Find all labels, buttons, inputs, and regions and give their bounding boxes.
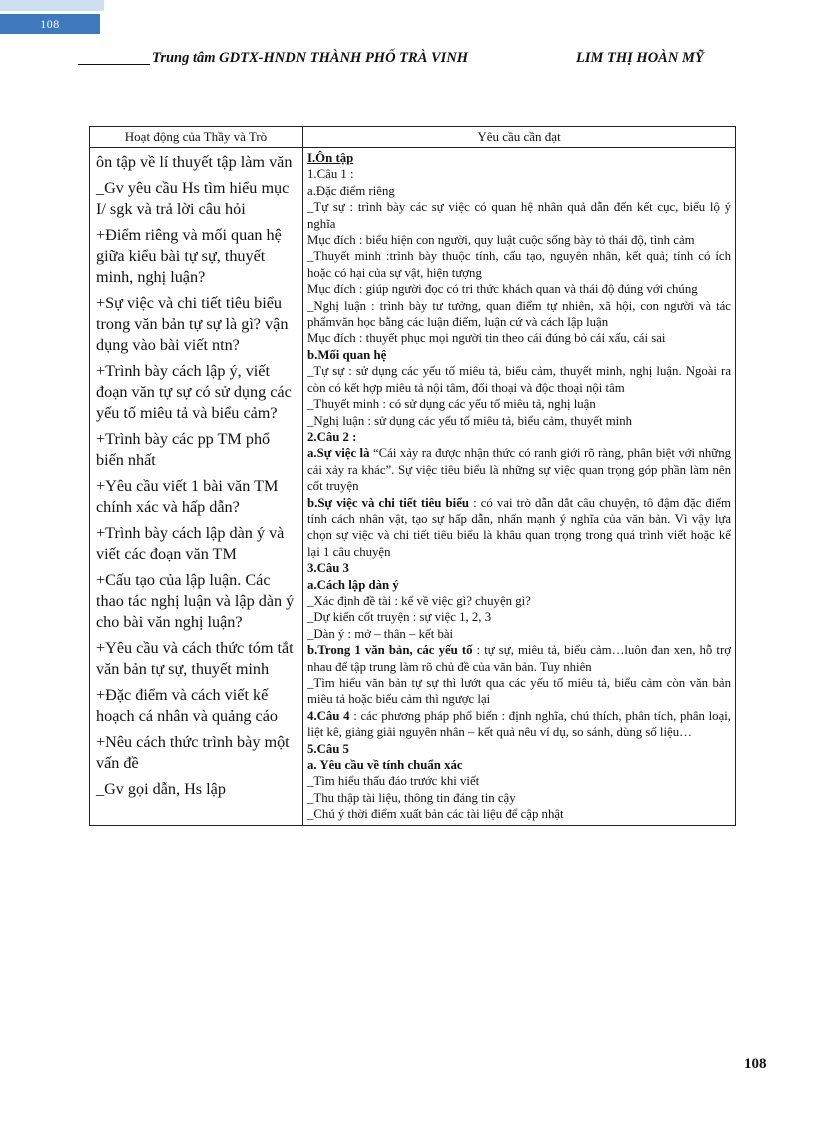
inline-text: “Cái xảy ra được nhận thức có ranh giới rõ ràng, phân biệt với những cái xảy ra khác”. Sự việc tiêu biểu là những sự việc quan trọng góp phần làm nên cốt truyện <box>307 446 731 494</box>
inline-text: : tự sự, miêu tả, biểu cảm…luôn đan xen, hỗ trợ nhau để tập trung làm rõ chủ đề của văn bản. Tuy nhiên <box>307 643 731 674</box>
section-heading: I.Ôn tập <box>307 151 354 165</box>
inline-text: : các phương pháp phổ biến : định nghĩa, chú thích, phân tích, phân loại, liệt kê, giảng giải nguyên nhân – kết quả nêu ví dụ, so sánh, dùng số liệu… <box>307 708 732 740</box>
top-badge-strip <box>0 0 104 11</box>
left-item: +Trình bày cách lập ý, viết đoạn văn tự sự có sử dụng các yếu tố miêu tả và biểu cảm? <box>96 362 292 422</box>
col-right-header: Yêu cầu cần đạt <box>303 127 736 148</box>
requirement-line: _Chú ý thời điểm xuất bản các tài liệu để cập nhật <box>307 807 564 822</box>
page-badge: 108 <box>0 14 100 34</box>
subheading: 3.Câu 3 <box>307 561 349 576</box>
left-item: _Gv yêu cầu Hs tìm hiểu mục I/ sgk và trả lời câu hỏi <box>96 179 290 218</box>
subheading: 5.Câu 5 <box>307 741 349 756</box>
requirement-line: _Tìm hiểu thấu đáo trước khi viết <box>307 774 480 789</box>
left-item: ôn tập về lí thuyết tập làm văn <box>96 153 293 171</box>
requirement-line <box>307 495 731 561</box>
requirement-line: Mục đích : biểu hiện con người, quy luật cuộc sống bày tỏ thái độ, tình cảm <box>307 233 695 248</box>
subheading: b.Mối quan hệ <box>307 347 387 362</box>
page-number: 108 <box>744 1056 767 1072</box>
left-item: +Yêu cầu và cách thức tóm tắt văn bản tự sự, thuyết minh <box>96 639 294 678</box>
requirement-line: _Nghị luận : trình bày tư tưởng, quan điểm tự nhiên, xã hội, con người và tác phẩmvăn học bằng các luận điểm, luận cứ và cách lập luận <box>307 298 731 330</box>
requirement-line: _Dàn ý : mở – thân – kết bài <box>307 626 454 641</box>
header-center-text: Trung tâm GDTX-HNDN THÀNH PHỐ TRÀ VINH <box>152 50 469 66</box>
inline-bold: b.Sự việc và chi tiết tiêu biểu <box>307 495 469 510</box>
subheading: a.Cách lập dàn ý <box>307 577 399 592</box>
requirement-line: _Thuyết minh : có sử dụng các yếu tố miêu tả, nghị luận <box>307 397 596 412</box>
header-author: LIM THỊ HOÀN MỸ <box>576 50 704 66</box>
requirements-cell <box>303 148 736 826</box>
requirement-line <box>307 642 731 675</box>
table-header-row <box>90 127 736 148</box>
left-item: +Trình bày cách lập dàn ý và viết các đoạn văn TM <box>96 524 285 563</box>
requirement-line <box>307 708 731 741</box>
requirement-line: _Thu thập tài liệu, thông tin đáng tin cậy <box>307 790 516 805</box>
left-item: +Yêu cầu viết 1 bài văn TM chính xác và hấp dẫn? <box>96 477 279 516</box>
subheading: a. Yêu cầu về tính chuẩn xác <box>307 758 463 773</box>
left-item: +Trình bày các pp TM phổ biến nhất <box>96 430 271 469</box>
activities-cell <box>90 148 303 826</box>
page-header <box>78 50 728 72</box>
lesson-table <box>89 126 736 826</box>
requirement-line: Mục đích : giúp người đọc có tri thức khách quan và thái độ đúng với chúng <box>307 282 698 297</box>
table-body-row <box>90 148 736 826</box>
inline-bold: a.Sự việc là <box>307 446 370 461</box>
left-item: +Sự việc và chi tiết tiêu biểu trong văn bản tự sự là gì? vận dụng vào bài viết ntn? <box>96 294 289 354</box>
left-item: +Đặc điểm và cách viết kế hoạch cá nhân và quảng cáo <box>96 686 279 725</box>
requirement-line: _Tự sự : trình bày các sự việc có quan hệ nhân quả dẫn đến kết cục, biểu lộ ý nghĩa <box>307 200 731 231</box>
requirement-line: _Dự kiến cốt truyện : sự việc 1, 2, 3 <box>307 610 492 625</box>
requirement-line: _Nghị luận : sử dụng các yếu tố miêu tả, biểu cảm, thuyết minh <box>307 413 633 428</box>
left-item: +Nêu cách thức trình bày một vấn đề <box>96 733 290 772</box>
inline-text: : có vai trò dẫn dắt câu chuyện, tô đậm đặc điểm tính cách nhân vật, tạo sự hấp dẫn, nhấn mạnh ý nghĩa của văn bản. Vì vậy lựa chọn sự việc và chi tiết tiêu biểu là khâu quan trọng trong quá trình viết hoặc kể lại 1 câu chuyện <box>307 495 731 559</box>
requirement-line: a.Đặc điểm riêng <box>307 183 395 198</box>
left-item: +Điểm riêng và mối quan hệ giữa kiểu bài tự sự, thuyết minh, nghị luận? <box>96 226 282 286</box>
requirement-line: 1.Câu 1 : <box>307 167 354 182</box>
requirement-line: _Tìm hiểu văn bản tự sự thì lướt qua các yếu tố miêu tả, biểu cảm còn văn bản miêu tả hoặc biểu cảm thì ngược lại <box>307 676 731 707</box>
requirement-line: _Xác định đề tài : kể về việc gì? chuyện gì? <box>307 593 531 608</box>
header-rule <box>78 64 150 65</box>
requirement-line <box>307 445 731 494</box>
left-item: +Cấu tạo của lập luận. Các thao tác nghị luận và lập dàn ý cho bài văn nghị luận? <box>96 571 295 631</box>
inline-bold: b.Trong 1 văn bản, các yếu tố <box>307 643 473 658</box>
left-item: _Gv gọi dẫn, Hs lập <box>96 780 226 798</box>
requirement-line: _Tự sự : sử dụng các yếu tố miêu tả, biểu cảm, thuyết minh, nghị luận. Ngoài ra còn có kết hợp miêu tả nội tâm, đối thoại và độc thoại nội tâm <box>307 364 731 395</box>
requirement-line: Mục đích : thuyết phục mọi người tin theo cái đúng bỏ cái xấu, cái sai <box>307 331 666 346</box>
subheading: 2.Câu 2 : <box>307 429 357 444</box>
inline-bold: 4.Câu 4 <box>307 708 350 723</box>
requirement-line: _Thuyết minh :trình bày thuộc tính, cấu tạo, nguyên nhân, kết quả; tính có ích hoặc có hại của sự vật, hiện tượng <box>307 249 731 280</box>
col-left-header: Hoạt động của Thầy và Trò <box>90 127 303 148</box>
